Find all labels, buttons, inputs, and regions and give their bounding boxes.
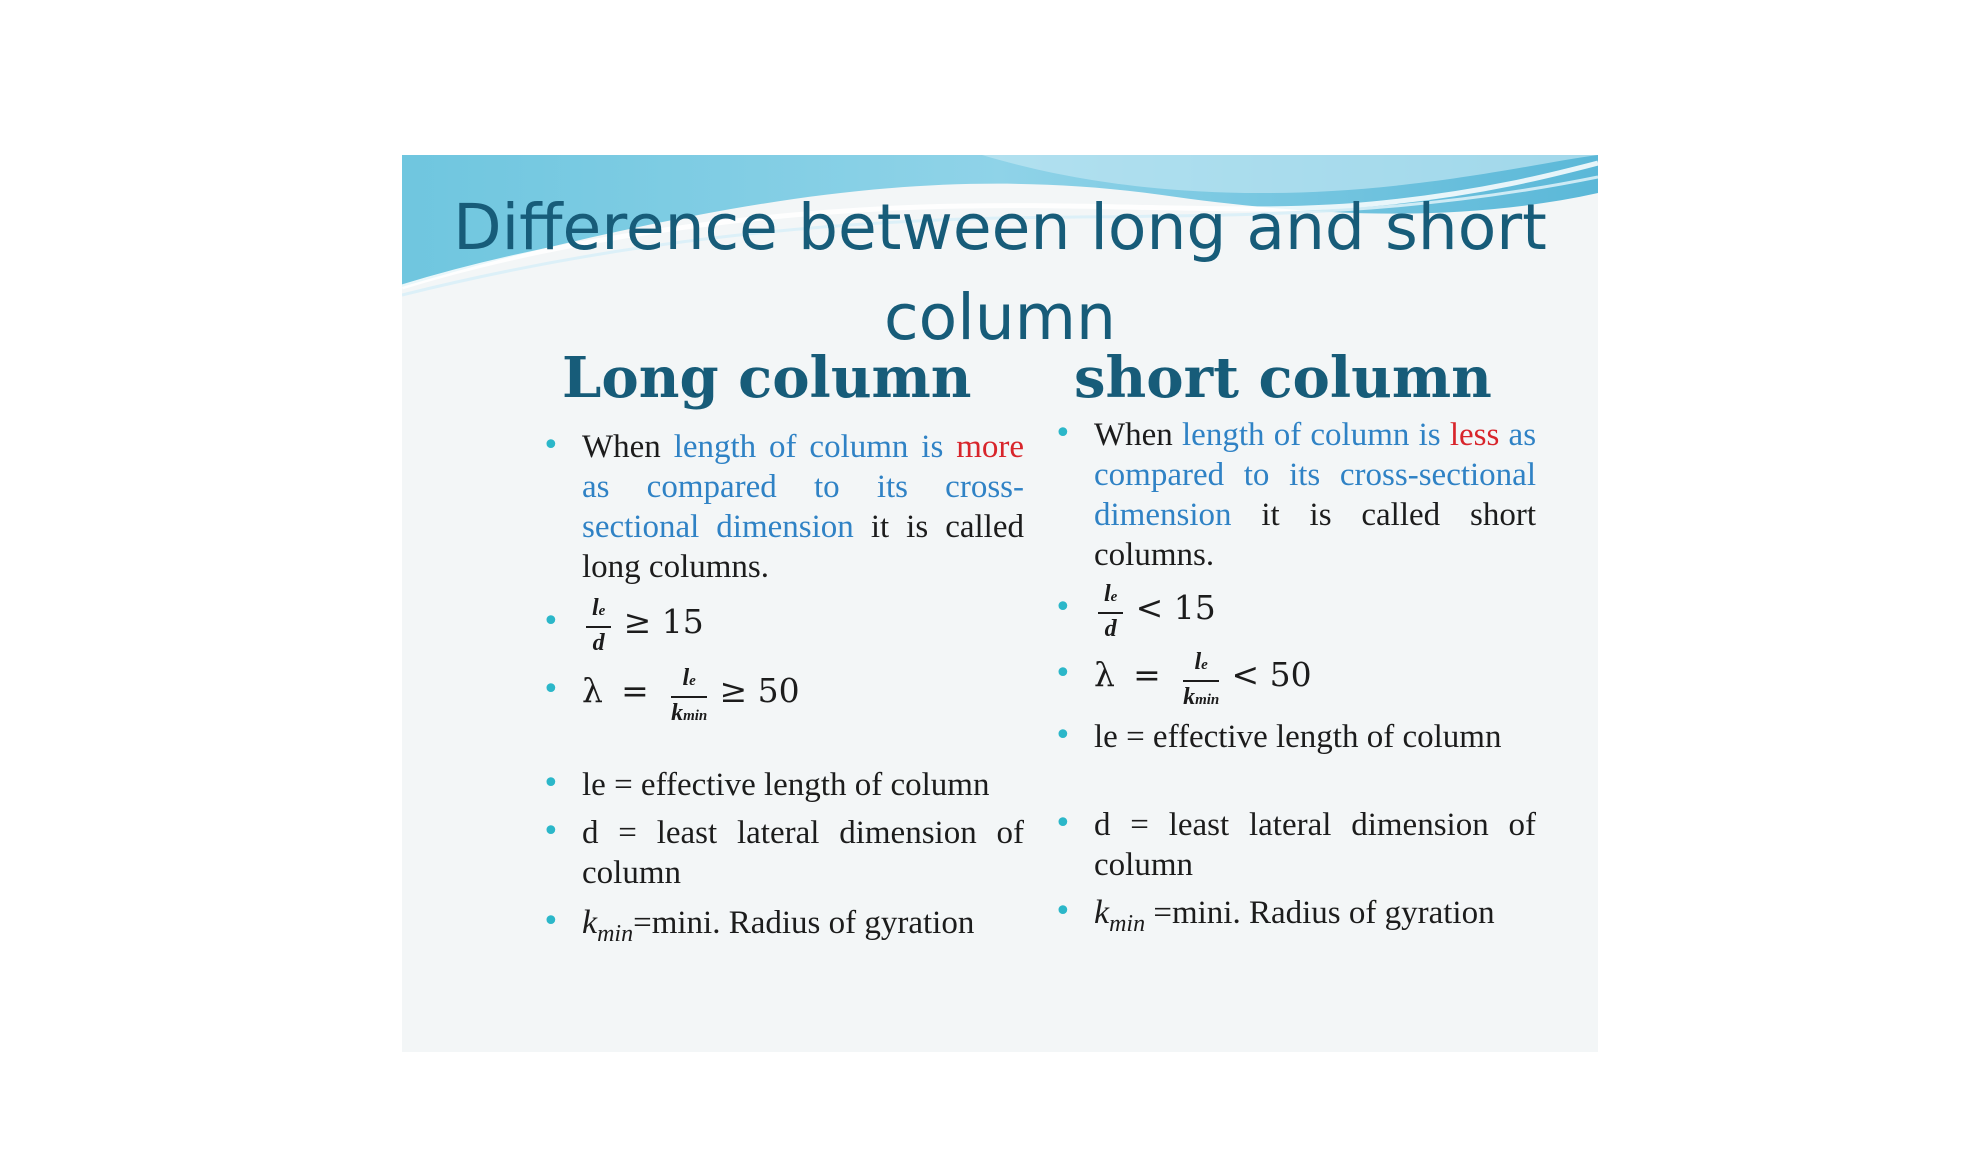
- ratio-denominator: d: [592, 630, 605, 656]
- ratio-denominator: d: [1104, 616, 1117, 642]
- list-item: [542, 427, 1024, 587]
- def-highlight: length of column is: [1182, 417, 1441, 453]
- short-column-heading: short column: [1074, 345, 1492, 411]
- def-text: When: [1094, 417, 1173, 453]
- lambda-numerator: l: [682, 665, 690, 691]
- list-item: [1054, 805, 1536, 893]
- bullet-icon: •: [542, 604, 560, 639]
- ratio-num-sub: e: [1110, 589, 1118, 605]
- long-column-list: [542, 427, 1024, 954]
- bullet-icon: •: [1054, 806, 1072, 841]
- lambda-equals: =: [1133, 655, 1161, 694]
- list-item: [1054, 649, 1536, 717]
- def-keyword: more: [956, 429, 1025, 465]
- short-column-list: [1054, 415, 1536, 944]
- ratio-fraction: [1098, 581, 1123, 642]
- def-keyword: less: [1449, 417, 1500, 453]
- lambda-equals: =: [621, 671, 649, 710]
- bullet-icon: •: [1054, 590, 1072, 625]
- lambda-denominator: k: [1183, 684, 1196, 710]
- list-item: [542, 595, 1024, 657]
- lambda-fraction: [1183, 649, 1219, 713]
- le-definition: le = effective length of column: [582, 767, 990, 803]
- list-item: [1054, 415, 1536, 575]
- ratio-relation: ≥ 15: [623, 602, 704, 642]
- d-definition: d = least lateral dimension of column: [582, 815, 1024, 891]
- list-item: [542, 765, 1024, 813]
- lambda-fraction: [671, 665, 707, 729]
- le-definition: le = effective length of column: [1094, 719, 1502, 755]
- def-text: it is called long columns.: [582, 509, 1024, 585]
- def-highlight: as compared to its cross-sectional dimension: [1094, 417, 1537, 533]
- def-highlight: length of column is: [673, 429, 944, 465]
- slide: [402, 155, 1598, 1052]
- bullet-icon: •: [1054, 894, 1072, 929]
- def-text: When: [582, 429, 661, 465]
- bullet-icon: •: [542, 428, 560, 463]
- ratio-relation: < 15: [1135, 588, 1216, 628]
- k-definition: =mini. Radius of gyration: [1153, 895, 1495, 931]
- k-subscript: min: [1109, 910, 1146, 937]
- ratio-numerator: l: [592, 595, 599, 621]
- bullet-icon: •: [542, 904, 560, 939]
- ratio-num-sub: e: [598, 603, 606, 619]
- k-symbol: k: [582, 904, 598, 941]
- list-item: [1054, 893, 1536, 944]
- lambda-den-sub: min: [683, 708, 708, 724]
- slide-title: Difference between long and short column: [453, 191, 1547, 354]
- list-item: [542, 665, 1024, 765]
- long-column-heading: Long column: [562, 345, 972, 411]
- lambda-numerator: l: [1194, 649, 1202, 675]
- bullet-icon: •: [542, 766, 560, 801]
- def-highlight: as compared to its cross-sectional dimension: [582, 469, 1024, 545]
- list-item: [1054, 581, 1536, 643]
- list-item: [1054, 717, 1536, 805]
- lambda-num-sub: e: [689, 673, 696, 689]
- k-definition: =mini. Radius of gyration: [633, 905, 975, 941]
- lambda-symbol: λ: [582, 671, 603, 710]
- ratio-fraction: [586, 595, 611, 656]
- lambda-relation: ≥ 50: [719, 671, 800, 710]
- lambda-relation: < 50: [1231, 655, 1312, 694]
- lambda-symbol: λ: [1094, 655, 1115, 694]
- bullet-icon: •: [1054, 718, 1072, 753]
- lambda-den-sub: min: [1195, 692, 1220, 708]
- k-subscript: min: [597, 920, 634, 947]
- def-text: it is called short columns.: [1094, 497, 1536, 573]
- list-item: [542, 813, 1024, 903]
- k-symbol: k: [1094, 894, 1110, 931]
- list-item: [542, 903, 1024, 954]
- ratio-numerator: l: [1104, 581, 1111, 607]
- bullet-icon: •: [1054, 656, 1072, 691]
- lambda-num-sub: e: [1201, 657, 1208, 673]
- lambda-denominator: k: [671, 700, 684, 726]
- bullet-icon: •: [542, 814, 560, 849]
- d-definition: d = least lateral dimension of column: [1094, 807, 1536, 883]
- bullet-icon: •: [542, 672, 560, 707]
- bullet-icon: •: [1054, 416, 1072, 451]
